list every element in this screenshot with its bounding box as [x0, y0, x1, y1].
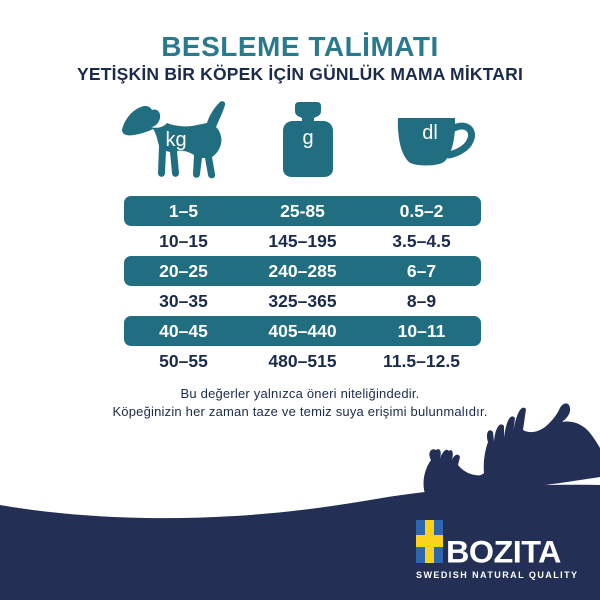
- moose-antler-icon: [424, 403, 600, 497]
- cell-g: 240–285: [268, 261, 337, 281]
- unit-label-kg: kg: [165, 129, 187, 151]
- cell-g: 145–195: [268, 231, 337, 251]
- brand-tagline: SWEDISH NATURAL QUALITY: [416, 570, 579, 580]
- swedish-flag-icon: [416, 520, 443, 563]
- page-subtitle: YETİŞKİN BİR KÖPEK İÇİN GÜNLÜK MAMA MİKTARI: [76, 64, 524, 84]
- cell-dl: 3.5–4.5: [392, 231, 451, 251]
- table-row: [124, 196, 481, 226]
- table-row: [124, 316, 481, 346]
- cell-kg: 40–45: [159, 321, 208, 341]
- table-row: [124, 226, 481, 256]
- brand-name: BOZITA: [446, 534, 561, 570]
- cell-kg: 50–55: [159, 351, 208, 371]
- cell-dl: 11.5–12.5: [383, 351, 460, 371]
- cell-g: 480–515: [268, 351, 337, 371]
- cell-dl: 10–11: [397, 321, 446, 341]
- food-grams-column-header: [277, 101, 339, 178]
- cell-g: 325–365: [268, 291, 337, 311]
- cell-dl: 8–9: [406, 291, 437, 311]
- cell-kg: 1–5: [168, 201, 199, 221]
- cell-kg: 10–15: [159, 231, 208, 251]
- cell-g: 405–440: [268, 321, 337, 341]
- dog-weight-column-header: [112, 100, 248, 186]
- food-volume-column-header: [392, 114, 480, 176]
- cell-dl: 6–7: [406, 261, 437, 281]
- table-row: [124, 286, 481, 316]
- flag-cross-horizontal: [416, 535, 443, 547]
- unit-label-dl: dl: [422, 122, 438, 144]
- unit-label-g: g: [302, 127, 314, 149]
- cell-kg: 20–25: [159, 261, 208, 281]
- brand-logo: [446, 519, 586, 570]
- cell-g: 25-85: [280, 201, 325, 221]
- feeding-table: [124, 196, 481, 376]
- table-row: [124, 346, 481, 376]
- cell-dl: 0.5–2: [399, 201, 444, 221]
- disclaimer-line-2: Köpeğinizin her zaman taze ve temiz suya erişimi bulunmalıdır.: [112, 404, 488, 419]
- disclaimer-line-1: Bu değerler yalnızca öneri niteliğindedir.: [180, 386, 420, 401]
- table-row: [124, 256, 481, 286]
- cell-kg: 30–35: [159, 291, 208, 311]
- page-title: BESLEME TALİMATI: [161, 31, 439, 62]
